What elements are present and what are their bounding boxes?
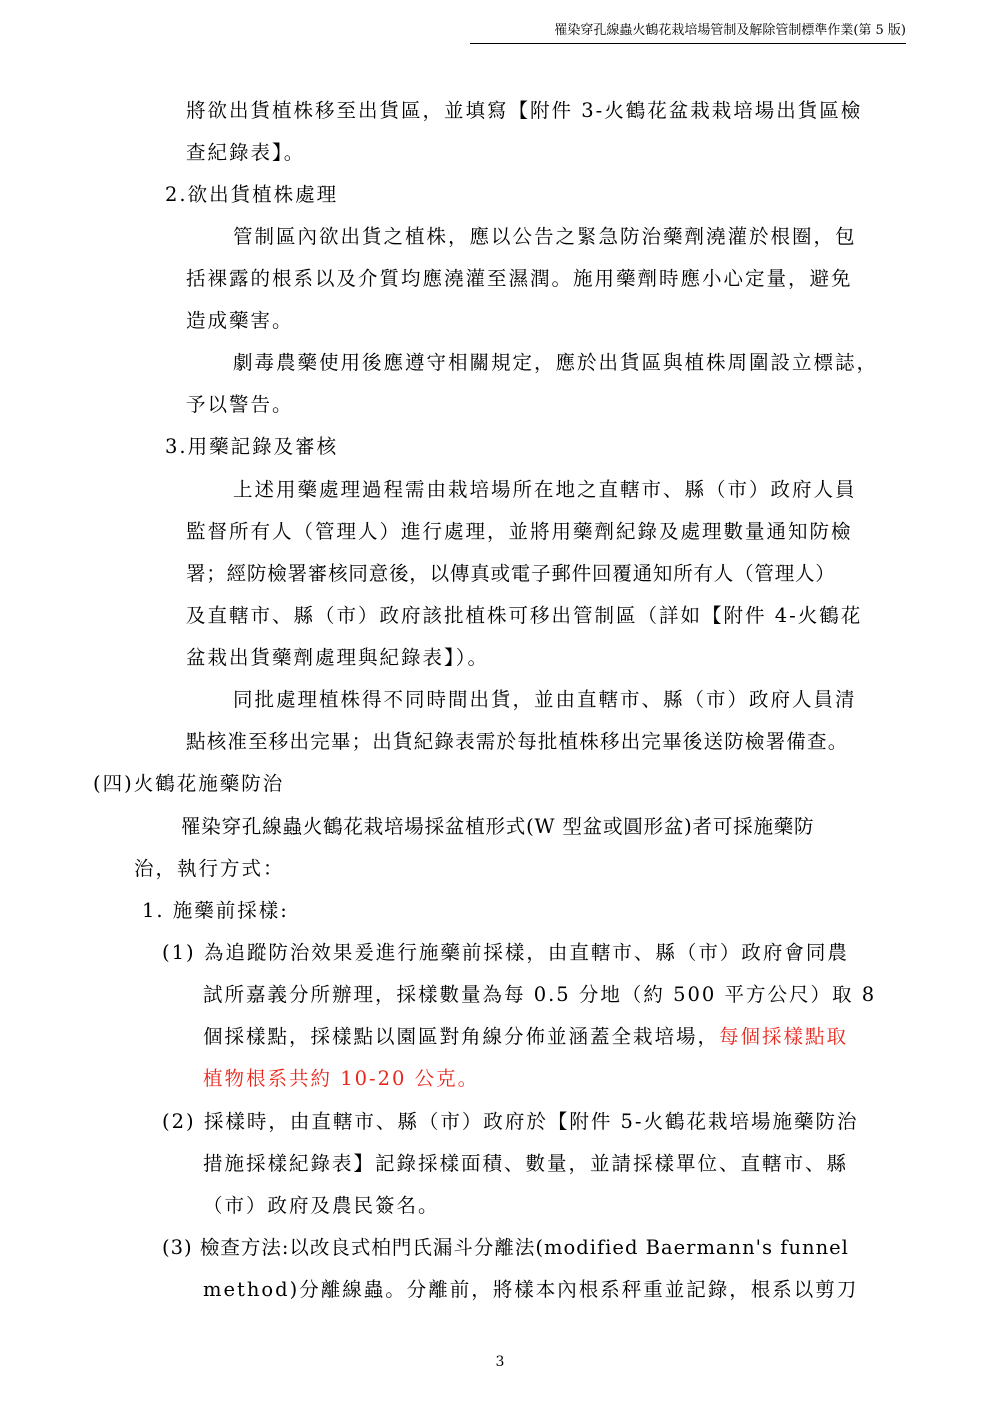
body-line: 劇毒農藥使用後應遵守相關規定，應於出貨區與植株周圍設立標誌， <box>233 351 879 374</box>
section-heading: (四)火鶴花施藥防治 <box>93 772 285 795</box>
body-line: 管制區內欲出貨之植株，應以公告之緊急防治藥劑澆灌於根圈，包 <box>233 225 857 248</box>
list-item: (2) 採樣時，由直轄市、縣（市）政府於【附件 5-火鶴花栽培場施藥防治 <box>162 1110 859 1133</box>
body-line: method)分離線蟲。分離前，將樣本內根系秤重並記錄，根系以剪刀 <box>203 1278 859 1301</box>
body-line: 署；經防檢署審核同意後，以傳真或電子郵件回覆通知所有人（管理人） <box>186 562 836 585</box>
body-line: 同批處理植株得不同時間出貨，並由直轄市、縣（市）政府人員清 <box>233 688 857 711</box>
body-line: 及直轄市、縣（市）政府該批植株可移出管制區（詳如【附件 4-火鶴花 <box>186 604 863 627</box>
body-line: 查紀錄表】。 <box>186 141 306 164</box>
body-line: 造成藥害。 <box>186 309 294 332</box>
body-line: 措施採樣紀錄表】記錄採樣面積、數量，並請採樣單位、直轄市、縣 <box>203 1152 849 1175</box>
highlighted-text: 每個採樣點取 <box>719 1025 849 1048</box>
body-line: 治，執行方式： <box>134 857 285 880</box>
body-line: 將欲出貨植株移至出貨區，並填寫【附件 3-火鶴花盆栽栽培場出貨區檢 <box>186 99 863 122</box>
body-line: （市）政府及農民簽名。 <box>203 1194 440 1217</box>
body-line: 罹染穿孔線蟲火鶴花栽培場採盆植形式(W 型盆或圓形盆)者可採施藥防 <box>181 815 815 838</box>
body-line: 監督所有人（管理人）進行處理，並將用藥劑紀錄及處理數量通知防檢 <box>186 520 853 543</box>
body-line: 試所嘉義分所辦理，採樣數量為每 0.5 分地（約 500 平方公尺）取 8 <box>203 983 877 1006</box>
section-heading: 1. 施藥前採樣: <box>142 899 289 922</box>
body-line: 上述用藥處理過程需由栽培場所在地之直轄市、縣（市）政府人員 <box>233 478 857 501</box>
document-header: 罹染穿孔線蟲火鶴花栽培場管制及解除管制標準作業(第 5 版) <box>470 19 906 44</box>
page-number: 3 <box>495 1354 505 1370</box>
section-heading: 3.用藥記錄及審核 <box>165 435 339 458</box>
body-line: 點核准至移出完畢；出貨紀錄表需於每批植株移出完畢後送防檢署備查。 <box>186 730 849 753</box>
body-line: 予以警告。 <box>186 393 294 416</box>
highlighted-text: 植物根系共約 10-20 公克。 <box>203 1067 480 1090</box>
list-item: (3) 檢查方法:以改良式柏門氏漏斗分離法(modified Baermann's funnel <box>162 1236 849 1259</box>
list-item: (1) 為追蹤防治效果爰進行施藥前採樣，由直轄市、縣（市）政府會同農 <box>162 941 849 964</box>
body-line: 盆栽出貨藥劑處理與紀錄表】）。 <box>186 646 490 669</box>
body-text: 個採樣點，採樣點以園區對角線分佈並涵蓋全栽培場， <box>203 1025 720 1048</box>
body-line: 括裸露的根系以及介質均應澆灌至濕潤。施用藥劑時應小心定量，避免 <box>186 267 853 290</box>
body-line <box>203 1024 848 1050</box>
section-heading: 2.欲出貨植株處理 <box>165 183 339 206</box>
